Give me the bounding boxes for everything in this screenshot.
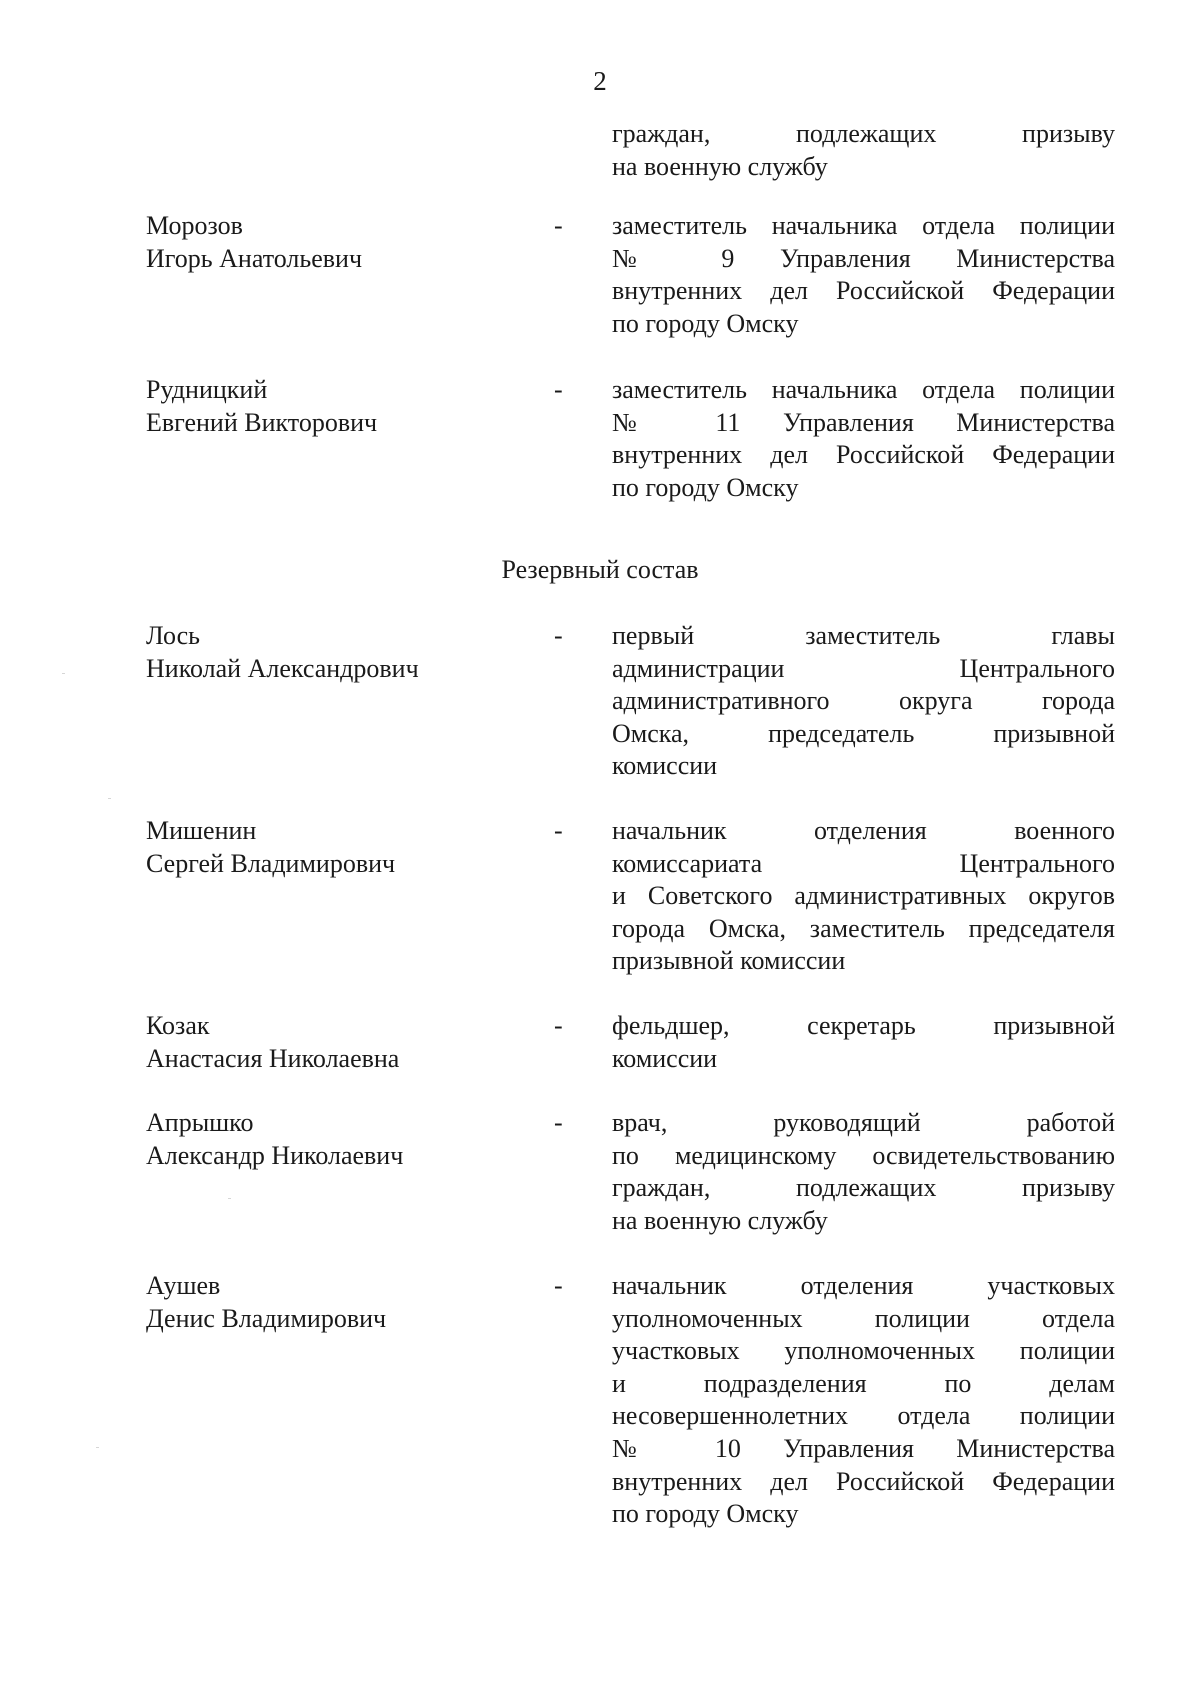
- scan-speck: [108, 798, 111, 799]
- description-line: начальник отделения участковых: [612, 1271, 1115, 1300]
- scan-speck: [62, 673, 65, 674]
- member-given-names: Александр Николаевич: [146, 1140, 404, 1170]
- member-description: [612, 1107, 1115, 1237]
- description-line: граждан, подлежащих призыву: [612, 119, 1115, 148]
- member-given-names: Денис Владимирович: [146, 1303, 387, 1333]
- member-surname: Лось: [146, 621, 201, 650]
- member-given-names: Николай Александрович: [146, 653, 419, 683]
- scan-speck: [96, 1447, 99, 1448]
- member-description: [612, 1270, 1115, 1531]
- description-line: фельдшер, секретарь призывной: [612, 1011, 1115, 1040]
- description-line: комиссариата Центрального: [612, 848, 1115, 878]
- description-line: администрации Центрального: [612, 653, 1115, 683]
- description-line: № 9 Управления Министерства: [612, 243, 1115, 273]
- entry-dash: -: [554, 621, 563, 650]
- description-line: начальник отделения военного: [612, 816, 1115, 845]
- description-line: по медицинскому освидетельствованию: [612, 1140, 1115, 1170]
- member-surname: Рудницкий: [146, 375, 268, 404]
- description-line: внутренних дел Российской Федерации: [612, 440, 1115, 470]
- description-line: внутренних дел Российской Федерации: [612, 1466, 1115, 1496]
- member-name: [146, 210, 526, 275]
- description-line: № 11 Управления Министерства: [612, 407, 1115, 437]
- member-description: [612, 815, 1115, 978]
- description-line: уполномоченных полиции отдела: [612, 1303, 1115, 1333]
- entry-dash: -: [554, 1271, 563, 1300]
- member-name: [146, 1010, 526, 1075]
- member-name: [146, 1270, 526, 1335]
- member-surname: Апрышко: [146, 1108, 254, 1137]
- description-line: на военную службу: [612, 1205, 828, 1235]
- description-line: по городу Омску: [612, 308, 799, 338]
- member-name: [146, 620, 526, 685]
- description-line: комиссии: [612, 751, 718, 781]
- member-given-names: Евгений Викторович: [146, 407, 378, 437]
- description-line: заместитель начальника отдела полиции: [612, 211, 1115, 240]
- description-line: заместитель начальника отдела полиции: [612, 375, 1115, 404]
- description-line: несовершеннолетних отдела полиции: [612, 1401, 1115, 1431]
- member-name: [146, 374, 526, 439]
- member-description: [612, 374, 1115, 504]
- description-line: административного округа города: [612, 686, 1115, 716]
- member-name: [146, 1107, 526, 1172]
- entry-dash: -: [554, 1011, 563, 1040]
- description-line: по городу Омску: [612, 1499, 799, 1529]
- member-description: [612, 210, 1115, 340]
- description-line: на военную службу: [612, 151, 828, 181]
- description-line: по городу Омску: [612, 472, 799, 502]
- member-description: [612, 118, 1115, 183]
- member-given-names: Сергей Владимирович: [146, 848, 396, 878]
- description-line: Омска, председатель призывной: [612, 718, 1115, 748]
- description-line: призывной комиссии: [612, 946, 846, 976]
- description-line: граждан, подлежащих призыву: [612, 1173, 1115, 1203]
- description-line: города Омска, заместитель председателя: [612, 913, 1115, 943]
- member-surname: Мишенин: [146, 816, 257, 845]
- member-description: [612, 1010, 1115, 1075]
- description-line: первый заместитель главы: [612, 621, 1115, 650]
- member-description: [612, 620, 1115, 783]
- page-number: 2: [593, 66, 607, 96]
- description-line: и подразделения по делам: [612, 1368, 1115, 1398]
- description-line: и Советского административных округов: [612, 881, 1115, 911]
- member-given-names: Анастасия Николаевна: [146, 1043, 400, 1073]
- entry-dash: -: [554, 211, 563, 240]
- member-name: [146, 815, 526, 880]
- member-surname: Козак: [146, 1011, 210, 1040]
- description-line: № 10 Управления Министерства: [612, 1433, 1115, 1463]
- member-given-names: Игорь Анатольевич: [146, 243, 363, 273]
- description-line: комиссии: [612, 1043, 718, 1073]
- description-line: внутренних дел Российской Федерации: [612, 276, 1115, 306]
- entry-dash: -: [554, 816, 563, 845]
- reserve-heading: Резервный состав: [501, 555, 699, 584]
- description-line: врач, руководящий работой: [612, 1108, 1115, 1137]
- entry-dash: -: [554, 1108, 563, 1137]
- scan-speck: [228, 1198, 231, 1199]
- entry-dash: -: [554, 375, 563, 404]
- description-line: участковых уполномоченных полиции: [612, 1336, 1115, 1366]
- member-surname: Морозов: [146, 211, 243, 240]
- member-surname: Аушев: [146, 1271, 221, 1300]
